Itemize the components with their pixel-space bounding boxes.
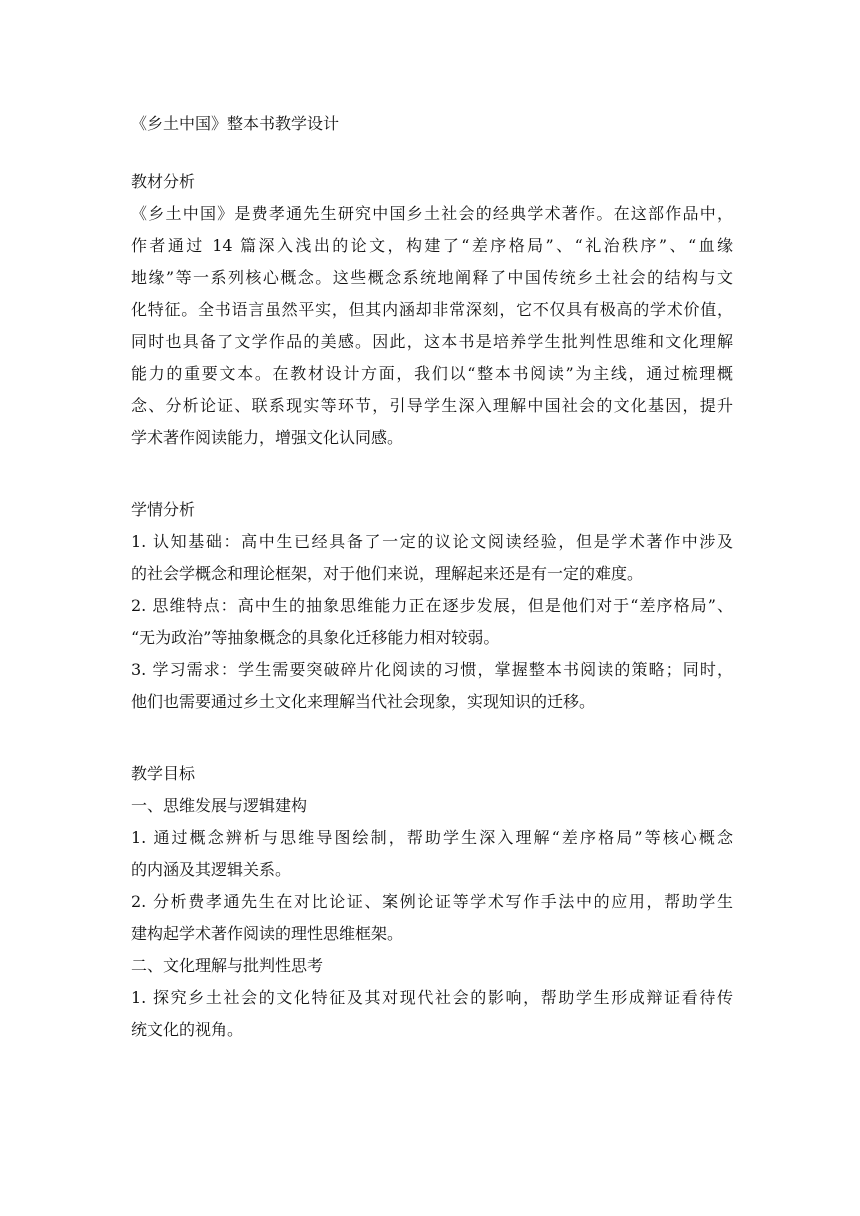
list-item-line: 建构起学术著作阅读的理性思维框架。 (131, 924, 404, 943)
paragraph-line: 作者通过 14 篇深入浅出的论文，构建了“差序格局”、“礼治秩序”、“血缘 (131, 236, 733, 255)
paragraph-line: 同时也具备了文学作品的美感。因此，这本书是培养学生批判性思维和文化理解 (131, 332, 733, 351)
section-learner-analysis (131, 494, 733, 718)
paragraph-line: 念、分析论证、联系现实等环节，引导学生深入理解中国社会的文化基因，提升 (131, 396, 733, 415)
section-heading: 教学目标 (131, 764, 196, 783)
paragraph-line: 化特征。全书语言虽然平实，但其内涵却非常深刻，它不仅具有极高的学术价值， (131, 300, 733, 319)
list-item-line: “无为政治”等抽象概念的具象化迁移能力相对较弱。 (131, 628, 500, 647)
section-teaching-goals (131, 758, 733, 1046)
paragraph-line: 学术著作阅读能力，增强文化认同感。 (131, 428, 404, 447)
spacer (131, 718, 733, 758)
list-item-line: 2. 思维特点：高中生的抽象思维能力正在逐步发展，但是他们对于“差序格局”、 (131, 596, 733, 615)
list-item-line: 3. 学习需求：学生需要突破碎片化阅读的习惯，掌握整本书阅读的策略；同时， (131, 660, 733, 679)
section-heading: 教材分析 (131, 172, 196, 191)
spacer (131, 140, 733, 166)
paragraph-line: 《乡土中国》是费孝通先生研究中国乡土社会的经典学术著作。在这部作品中， (131, 204, 733, 223)
list-item-line: 1. 通过概念辨析与思维导图绘制，帮助学生深入理解“差序格局”等核心概念 (131, 828, 733, 847)
document-body (131, 108, 733, 1046)
list-item-line: 1. 探究乡土社会的文化特征及其对现代社会的影响，帮助学生形成辩证看待传 (131, 988, 733, 1007)
spacer (131, 454, 733, 494)
list-item-line: 1. 认知基础：高中生已经具备了一定的议论文阅读经验，但是学术著作中涉及 (131, 532, 733, 551)
section-textbook-analysis (131, 166, 733, 454)
list-item-line: 他们也需要通过乡土文化来理解当代社会现象，实现知识的迁移。 (131, 692, 596, 711)
section-heading: 学情分析 (131, 500, 196, 519)
document-title: 《乡土中国》整本书教学设计 (131, 114, 340, 133)
list-item-line: 的内涵及其逻辑关系。 (131, 860, 292, 879)
list-item-line: 的社会学概念和理论框架，对于他们来说，理解起来还是有一定的难度。 (131, 564, 644, 583)
list-item-line: 统文化的视角。 (131, 1020, 244, 1039)
subheading: 二、文化理解与批判性思考 (131, 956, 324, 975)
subheading: 一、思维发展与逻辑建构 (131, 796, 308, 815)
paragraph-line: 能力的重要文本。在教材设计方面，我们以“整本书阅读”为主线，通过梳理概 (131, 364, 733, 383)
paragraph-line: 地缘”等一系列核心概念。这些概念系统地阐释了中国传统乡土社会的结构与文 (131, 268, 733, 287)
list-item-line: 2. 分析费孝通先生在对比论证、案例论证等学术写作手法中的应用，帮助学生 (131, 892, 733, 911)
